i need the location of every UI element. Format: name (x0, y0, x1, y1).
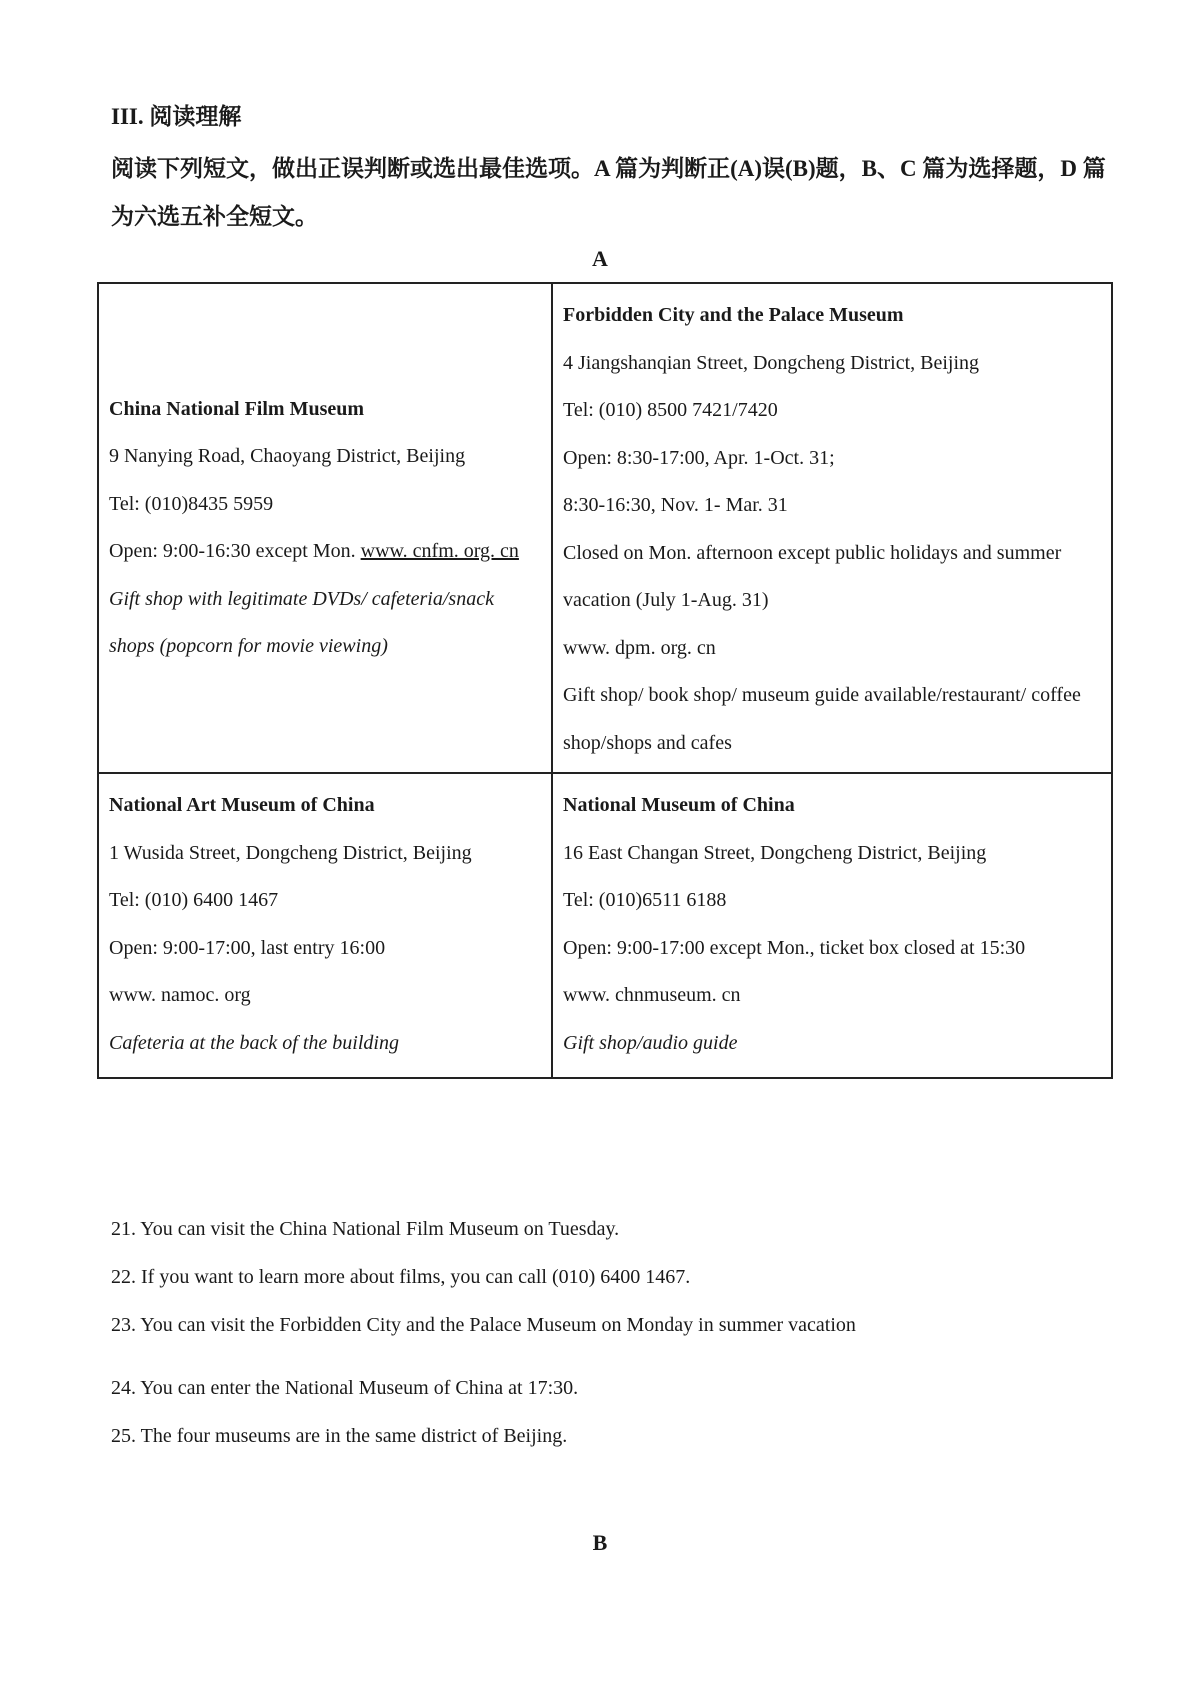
instructions: 阅读下列短文，做出正误判断或选出最佳选项。A 篇为判断正(A)误(B)题，B、C 篇为选择题，D 篇为六选五补全短文。 (111, 156, 1106, 229)
art-museum-cell (98, 773, 552, 1078)
question-21: 21. You can visit the China National Film Museum on Tuesday. (111, 1218, 620, 1240)
national-museum-facilities: Gift shop/audio guide (563, 1031, 738, 1054)
passage-a-label: A (592, 246, 608, 271)
art-museum-facilities: Cafeteria at the back of the building (109, 1031, 399, 1054)
palace-museum-address: 4 Jiangshanqian Street, Dongcheng District, Beijing (563, 351, 980, 374)
film-museum-tel: Tel: (010)8435 5959 (109, 492, 274, 515)
question-22: 22. If you want to learn more about films, you can call (010) 6400 1467. (111, 1266, 691, 1288)
national-museum-cell (552, 773, 1112, 1078)
art-museum-address: 1 Wusida Street, Dongcheng District, Beijing (109, 841, 472, 864)
question-25: 25. The four museums are in the same district of Beijing. (111, 1425, 568, 1447)
national-museum-name: National Museum of China (563, 794, 795, 816)
art-museum-tel: Tel: (010) 6400 1467 (109, 889, 279, 911)
passage-b-label: B (592, 1530, 608, 1555)
film-museum-facilities: Gift shop with legitimate DVDs/ cafeteria/snack shops (popcorn for movie viewing) (109, 587, 494, 657)
museum-table (97, 282, 1113, 1079)
film-museum-name: China National Film Museum (109, 397, 365, 420)
palace-museum-open-winter: 8:30-16:30, Nov. 1- Mar. 31 (563, 494, 788, 516)
film-museum-cell (98, 283, 552, 773)
art-museum-name: National Art Museum of China (109, 794, 375, 816)
national-museum-open: Open: 9:00-17:00 except Mon., ticket box closed at 15:30 (563, 936, 1026, 959)
palace-museum-facilities: Gift shop/ book shop/ museum guide available/restaurant/ coffee shop/shops and cafes (563, 684, 1081, 754)
art-museum-website: www. namoc. org (109, 984, 251, 1006)
national-museum-website: www. chnmuseum. cn (563, 984, 741, 1006)
palace-museum-website: www. dpm. org. cn (563, 636, 716, 659)
palace-museum-tel: Tel: (010) 8500 7421/7420 (563, 399, 778, 421)
question-23: 23. You can visit the Forbidden City and the Palace Museum on Monday in summer vacation (111, 1314, 856, 1336)
question-24: 24. You can enter the National Museum of China at 17:30. (111, 1377, 579, 1399)
palace-museum-cell (552, 283, 1112, 773)
art-museum-open: Open: 9:00-17:00, last entry 16:00 (109, 936, 386, 959)
national-museum-address: 16 East Changan Street, Dongcheng District, Beijing (563, 841, 987, 864)
film-museum-open: Open: 9:00-16:30 except Mon. (109, 540, 361, 562)
palace-museum-name: Forbidden City and the Palace Museum (563, 304, 904, 326)
national-museum-tel: Tel: (010)6511 6188 (563, 889, 727, 911)
film-museum-address: 9 Nanying Road, Chaoyang District, Beijing (109, 445, 466, 467)
film-museum-website[interactable]: www. cnfm. org. cn (360, 540, 519, 562)
palace-museum-closed: Closed on Mon. afternoon except public holidays and summer vacation (July 1-Aug. 31) (563, 541, 1062, 611)
section-heading: III. 阅读理解 (111, 104, 242, 129)
palace-museum-open-summer: Open: 8:30-17:00, Apr. 1-Oct. 31; (563, 446, 835, 469)
